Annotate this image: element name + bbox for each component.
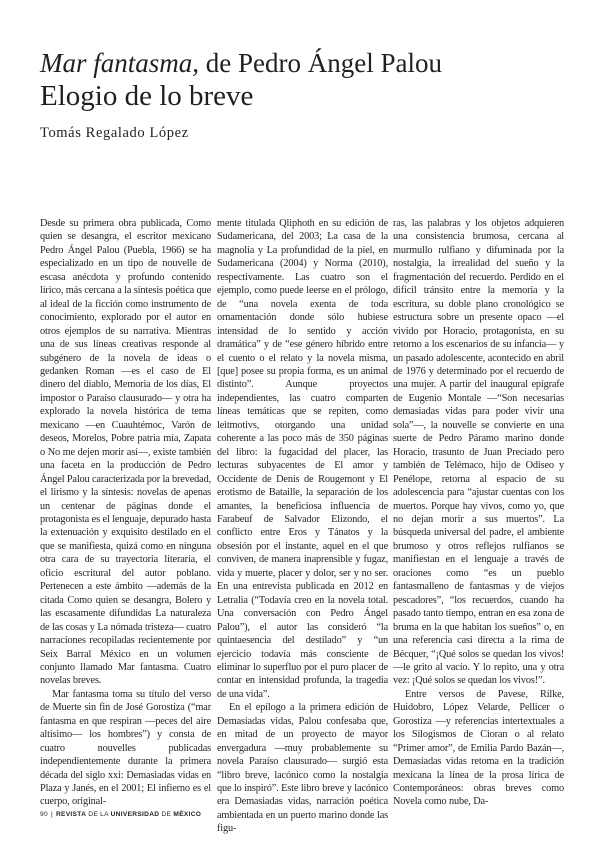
- paragraph: En el epílogo a la primera edición de Demasiadas vidas, Palou confesaba que, en mitad de un proyecto de mayor envergadura —muy probablemente su novela Paraíso clausurado— surgió esta “libro breve, lacónico como la nostalgia que lo inspiró”. Este libro breve y lacónico era Demasiadas vidas, narración poética ambientada en un puerto marino donde las figu-: [217, 702, 388, 835]
- title-rest: de Pedro Ángel Palou: [205, 48, 442, 78]
- publication-word: UNIVERSIDAD: [110, 811, 160, 818]
- text-column-1: [40, 217, 211, 809]
- author-name: Tomás Regalado López: [40, 125, 189, 141]
- article-subtitle: Elogio de lo breve: [40, 80, 254, 112]
- page-footer: [40, 811, 201, 818]
- publication-word: DE: [161, 811, 172, 818]
- paragraph: Desde su primera obra publicada, Como quien se desangra, el escritor mexicano Pedro Ángel Palou (Puebla, 1966) se ha especializado en un tipo de nouvelle de escasa anécdota y profundo contenido lírico, más cercana a la síntesis poética que al ideal de la ficción como instrumento de conocimiento, explorado por el autor en otros ejemplos de su narrativa. Mientras una de sus líneas creativas responde al subgénero de la novela de ideas o gedanken Roman —es el caso de El dinero del diablo, Memoria de los días, El impostor o Paraíso clausurado— y otra ha explorado la novela histórica de tema mexicano —en Cuauhtémoc, Varón de deseos, Morelos, Pobre patria mía, Zapata o No me dejen morir así—, existe también una faceta en la producción de Pedro Ángel Palou caracterizada por la brevedad, el lirismo y la síntesis: novelas de apenas un centenar de páginas donde el protagonista es el lenguaje, depurado hasta la extenuación y exquisito destilado en el que se manifiesta, quizá como en ninguna otra cara de su trayectoria literaria, el oficio escritural del autor poblano. Pertenecen a este ámbito —además de la citada Como quien se desangra, Bolero y las escasamente difundidas La naturaleza de las cosas y La nómada tristeza— cuatro narraciones recopiladas recientemente por Seix Barral México en un volumen conjunto llamado Mar fantasma. Cuatro novelas breves.: [40, 218, 211, 687]
- title-italic: Mar fantasma,: [40, 48, 200, 78]
- page-number: 90: [40, 811, 48, 818]
- paragraph: Entre versos de Pavese, Rilke, Huidobro, López Velarde, Pellicer o Gorostiza —y referencias intertextuales a los Silogismos de Cioran o al relato “Primer amor”, de Emilia Pardo Bazán—, Demasiadas vidas retoma en la tradición mexicana la línea de la prosa lírica de Contemporáneos: obras breves como Novela como nube, Da-: [393, 688, 564, 808]
- publication-word: MÉXICO: [173, 811, 202, 818]
- text-column-3: [393, 217, 564, 809]
- paragraph: ras, las palabras y los objetos adquieren una consistencia brumosa, cercana al murmullo rulfiano y difuminada por la nostalgia, la irrealidad del sueño y la fragmentación del recuerdo. Perdido en el difícil tránsito entre la memoria y la escritura, su doble plano cronológico se estructura sobre un presente opaco —el vivido por Horacio, protagonista, en su retorno a los escenarios de su infancia— y un pasado adolescente, acontecido en abril de 1976 y determinado por el recuerdo de una mujer. A partir del inaugural epígrafe de Eugenio Montale —“Son necesarias demasiadas vidas para poder vivir una sola”—, la nouvelle se convierte en una suerte de Pedro Páramo marino donde Horacio, trasunto de Juan Preciado pero también de Telémaco, hijo de Odiseo y Penélope, retorna al espacio de su adolescencia para “ajustar cuentas con los muertos. Porque hay vivos, como yo, que no dejan morir a sus muertos”. La búsqueda universal del padre, el ambiente brumoso y otros reflejos rulfianos se manifiestan en el lenguaje a través de oraciones como “es un pueblo fantasmalleno de fantasmas y de viejos pescadores”, “los recuerdos, cuando ha pasado tanto tiempo, entran en esa zona de bruma en la que habitan los sueños” o, en una referencia casi directa a la rima de Bécquer, “¡Qué solos se quedan los vivos! —le grito al vacío. Y lo repito, una y otra vez: ¡Qué solos se quedan los vivos!”.: [393, 218, 564, 687]
- text-column-2: [217, 217, 388, 836]
- article-title: [40, 47, 442, 79]
- publication-word: REVISTA: [55, 811, 87, 818]
- paragraph: Mar fantasma toma su título del verso de Muerte sin fin de José Gorostiza (“mar fantasma en que respiran —peces del aire altísimo— los hombres”) y consta de cuatro nouvelles publicadas independientemente durante la primera década del siglo xxi: Demasiadas vidas en Plaza y Janés, en el 2001; El infierno es el cuerpo, original-: [40, 688, 211, 808]
- footer-separator: |: [50, 811, 53, 818]
- publication-word: DE LA: [88, 811, 109, 818]
- paragraph: mente titulada Qliphoth en su edición de Sudamericana, del 2003; La casa de la magnolia y La profundidad de la piel, en Sudamericana (2004) y Norma (2010), respectivamente. Las cuatro son el ejemplo, como puede leerse en el prólogo, de “una novela exenta de toda ornamentación donde sólo hubiese intensidad de lo sentido y acción dramática” y de “ese género híbrido entre el cuento o el relato y la novela misma, [que] posee su propia forma, es un animal distinto”. Aunque proyectos independientes, las cuatro comparten líneas temáticas que se repiten, como leitmotivs, otorgando una unidad coherente a las poco más de 350 páginas del libro: la fugacidad del placer, las lecturas subyacentes de El amor y Occidente de Denis de Rougemont y El erotismo de Bataille, la separación de los amantes, la beneficiosa influencia de Farabeuf de Salvador Elizondo, el conflicto entre Eros y Tánatos y la obsesión por el instante, aquel en el que conviven, de manera inaprensible y fugaz, vida y muerte, placer y dolor, ser y no ser. En una entrevista publicada en 2012 en Letralia (“Todavía creo en la novela total. Una conversación con Pedro Ángel Palou”), el autor las consideró “la quintaesencia del destilado” y “un ejercicio todavía más consciente de eliminar lo superfluo por el puro placer de contar en intensidad profunda, la tragedia de una vida”.: [217, 218, 388, 700]
